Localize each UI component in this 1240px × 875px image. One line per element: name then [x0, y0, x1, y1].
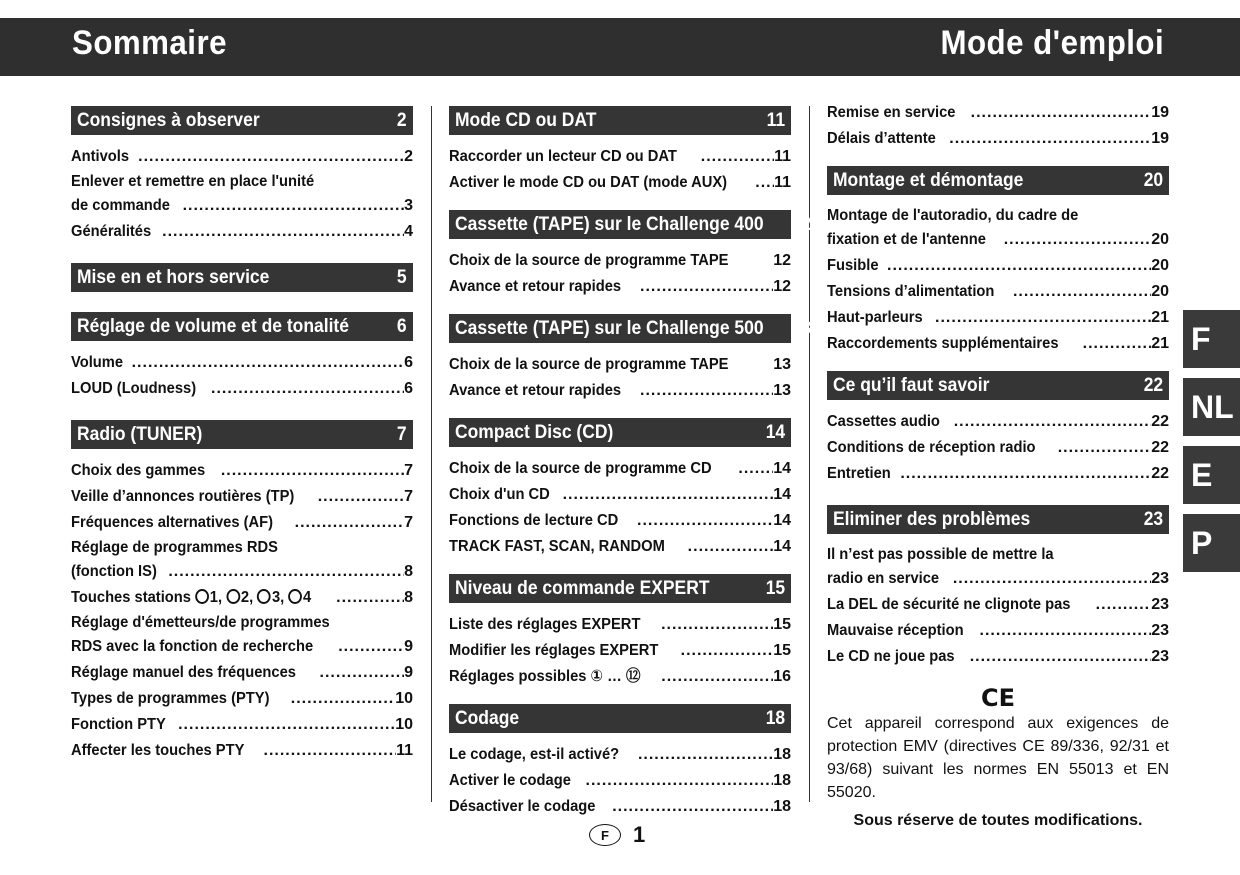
toc-section: [449, 210, 812, 300]
station-key-icon: [257, 589, 271, 604]
toc-entry[interactable]: Le codage, est-il activé? ..... 18: [449, 742, 791, 768]
toc-entry[interactable]: RDS avec la fonction de recherche ..... 9: [71, 634, 413, 660]
toc-entry[interactable]: Désactiver le codage ..... 18: [449, 794, 791, 820]
section-heading[interactable]: Mise en et hors service 5: [71, 263, 413, 292]
toc-entry[interactable]: Raccorder un lecteur CD ou DAT ..... 11: [449, 144, 791, 170]
column-divider: [431, 106, 432, 802]
toc-entry[interactable]: Fonction PTY ..... 10: [71, 712, 413, 738]
page-number: 1: [633, 822, 646, 847]
toc-section: [827, 505, 1169, 670]
toc-column-2: [449, 106, 812, 834]
toc-column-3: [827, 100, 1169, 830]
toc-entry[interactable]: Choix de la source de programme CD ..... 14: [449, 456, 791, 482]
toc-section: [827, 371, 1169, 487]
section-heading[interactable]: Radio (TUNER) 7: [71, 420, 413, 449]
reserve-note: Sous réserve de toutes modifications.: [853, 812, 1143, 829]
station-key-icon: [195, 589, 209, 604]
toc-entry[interactable]: Raccordements supplémentaires ..... 21: [827, 331, 1169, 357]
toc-entry[interactable]: Antivols ..... 2: [71, 144, 413, 170]
toc-entry[interactable]: Activer le mode CD ou DAT (mode AUX) ..... 11: [449, 170, 791, 196]
language-mark-icon: F: [589, 824, 621, 846]
toc-entry[interactable]: fixation et de l'antenne ..... 20: [827, 227, 1169, 253]
toc-section: [449, 704, 791, 820]
toc-entry[interactable]: Choix de la source de programme TAPE 12: [449, 252, 791, 269]
toc-entry-line: Il n’est pas possible de mettre la: [827, 546, 1054, 563]
toc-section: [71, 106, 413, 245]
toc-entry[interactable]: Cassettes audio ..... 22: [827, 409, 1169, 435]
toc-entry[interactable]: Le CD ne joue pas ..... 23: [827, 644, 1169, 670]
toc-entry[interactable]: Avance et retour rapides ..... 13: [449, 378, 791, 404]
column-divider: [809, 106, 810, 802]
toc-section: [827, 166, 1169, 357]
toc-entry[interactable]: Haut-parleurs ..... 21: [827, 305, 1169, 331]
lang-tab-e[interactable]: E: [1183, 446, 1240, 504]
toc-entry-station-keys[interactable]: Touches stations 1, 2, 3, 4 ..... 8: [71, 585, 413, 611]
page-footer: [589, 822, 645, 848]
toc-entry[interactable]: La DEL de sécurité ne clignote pas ..... 23: [827, 592, 1169, 618]
manual-title: Mode d'emploi: [940, 24, 1164, 62]
ce-mark: CE: [980, 684, 1015, 712]
toc-entry[interactable]: Généralités ..... 4: [71, 219, 413, 245]
toc-entry[interactable]: Mauvaise réception ..... 23: [827, 618, 1169, 644]
section-heading[interactable]: Compact Disc (CD) 14: [449, 418, 791, 447]
toc-entry[interactable]: Entretien ..... 22: [827, 461, 1169, 487]
section-heading[interactable]: Cassette (TAPE) sur le Challenge 400 12: [449, 210, 791, 239]
section-heading[interactable]: Codage 18: [449, 704, 791, 733]
toc-entry[interactable]: Choix d'un CD ..... 14: [449, 482, 791, 508]
toc-entry-line: Réglage de programmes RDS: [71, 539, 278, 556]
toc-entry[interactable]: Types de programmes (PTY) ..... 10: [71, 686, 413, 712]
toc-entry[interactable]: Conditions de réception radio ..... 22: [827, 435, 1169, 461]
toc-entry[interactable]: Liste des réglages EXPERT ..... 15: [449, 612, 791, 638]
toc-section: [449, 574, 791, 690]
lang-tab-nl[interactable]: NL: [1183, 378, 1240, 436]
page-title: Sommaire: [72, 24, 227, 62]
toc-entry[interactable]: LOUD (Loudness) ..... 6: [71, 376, 413, 402]
section-heading[interactable]: Mode CD ou DAT 11: [449, 106, 791, 135]
section-heading[interactable]: Réglage de volume et de tonalité 6: [71, 312, 413, 341]
toc-entry[interactable]: Avance et retour rapides ..... 12: [449, 274, 791, 300]
station-key-icon: [288, 589, 302, 604]
section-heading[interactable]: Montage et démontage 20: [827, 166, 1169, 195]
toc-column-1: [71, 106, 413, 778]
ce-conformity-text: Cet appareil correspond aux exigences de protection EMV (directives CE 89/336, 92/31 et 93/68) suivant les normes EN 55013 et EN 55020.: [827, 715, 1169, 801]
toc-entry[interactable]: radio en service ..... 23: [827, 566, 1169, 592]
toc-entry[interactable]: Modifier les réglages EXPERT ..... 15: [449, 638, 791, 664]
toc-entry-line: Enlever et remettre en place l'unité: [71, 173, 315, 190]
toc-entry[interactable]: Remise en service ..... 19: [827, 100, 1169, 126]
toc-section: [449, 314, 812, 404]
toc-entry[interactable]: Affecter les touches PTY ..... 11: [71, 738, 413, 764]
toc-section: [71, 312, 413, 402]
toc-entry[interactable]: Fonctions de lecture CD ..... 14: [449, 508, 791, 534]
section-heading[interactable]: Niveau de commande EXPERT 15: [449, 574, 791, 603]
toc-entry-line: Montage de l'autoradio, du cadre de: [827, 207, 1079, 224]
toc-entry[interactable]: Délais d’attente ..... 19: [827, 126, 1169, 152]
header-bar: [0, 18, 1240, 76]
section-heading[interactable]: Ce qu’il faut savoir 22: [827, 371, 1169, 400]
toc-entry[interactable]: Réglage manuel des fréquences ..... 9: [71, 660, 413, 686]
toc-entry[interactable]: (fonction IS) ..... 8: [71, 559, 413, 585]
station-key-icon: [226, 589, 240, 604]
toc-entry[interactable]: Tensions d’alimentation ..... 20: [827, 279, 1169, 305]
toc-section: [449, 106, 791, 196]
lang-tab-f[interactable]: F: [1183, 310, 1240, 368]
toc-entry[interactable]: Fréquences alternatives (AF) ..... 7: [71, 510, 413, 536]
section-heading[interactable]: Cassette (TAPE) sur le Challenge 500 13: [449, 314, 791, 343]
toc-entry[interactable]: Activer le codage ..... 18: [449, 768, 791, 794]
toc-section: [827, 100, 1169, 152]
toc-entry[interactable]: Fusible ..... 20: [827, 253, 1169, 279]
toc-entry[interactable]: TRACK FAST, SCAN, RANDOM ..... 14: [449, 534, 791, 560]
section-heading[interactable]: Consignes à observer 2: [71, 106, 413, 135]
section-heading[interactable]: Eliminer des problèmes 23: [827, 505, 1169, 534]
toc-entry[interactable]: Veille d’annonces routières (TP) ..... 7: [71, 484, 413, 510]
toc-entry[interactable]: de commande ..... 3: [71, 193, 413, 219]
toc-entry[interactable]: Choix des gammes ..... 7: [71, 458, 413, 484]
toc-entry[interactable]: Réglages possibles ① … ⑫ ..... 16: [449, 664, 791, 690]
toc-entry[interactable]: Volume ..... 6: [71, 350, 413, 376]
toc-section: [449, 418, 791, 560]
toc-section: [71, 263, 413, 292]
toc-entry-line: Réglage d'émetteurs/de programmes: [71, 614, 330, 631]
toc-entry[interactable]: Choix de la source de programme TAPE 13: [449, 356, 791, 373]
toc-section: [71, 420, 413, 764]
lang-tab-p[interactable]: P: [1183, 514, 1240, 572]
